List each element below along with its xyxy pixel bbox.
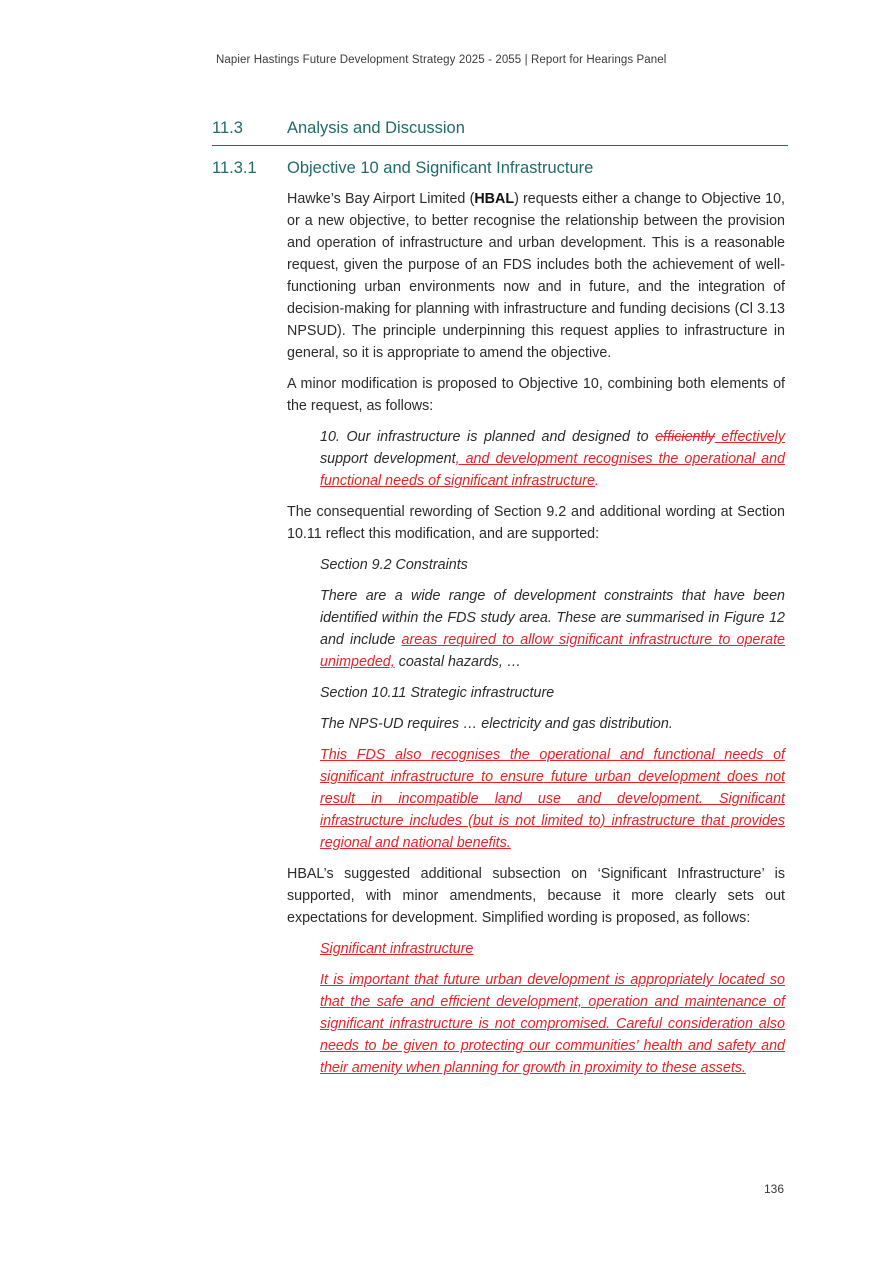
significant-infrastructure-text: It is important that future urban development is appropriately located so that the safe and efficient development, operation and maintenance of significant infrastructure is not compromised. Careful consideration also needs to be given to protecting our communities’ health and safety and their amenity when planning for growth in proximity to these assets. <box>320 972 785 1076</box>
inserted-text: effectively <box>714 429 785 445</box>
significant-infrastructure-heading: Significant infrastructure <box>320 941 474 957</box>
body-text <box>287 188 785 1088</box>
subsection-number: 11.3.1 <box>212 159 257 177</box>
page-number: 136 <box>764 1182 785 1196</box>
objective-10-quote: 10. Our infrastructure is planned and designed to efficiently effectively support development, and development recognises the operational and functional needs of significant infrastructure. <box>320 429 785 489</box>
inserted-text: areas required to allow significant infrastructure to operate unimpeded, <box>320 632 785 670</box>
section-title: Analysis and Discussion <box>287 119 465 137</box>
inserted-text: , and development recognises the operational and functional needs of significant infrastructure <box>320 451 785 489</box>
paragraph-consequential: The consequential rewording of Section 9.2 and additional wording at Section 10.11 reflect this modification, and are supported: <box>287 504 785 542</box>
paragraph-modification: A minor modification is proposed to Objective 10, combining both elements of the request, as follows: <box>287 376 785 414</box>
section-number: 11.3 <box>212 119 243 137</box>
subsection-title: Objective 10 and Significant Infrastructure <box>287 159 594 177</box>
section-9-2-text: There are a wide range of development constraints that have been identified within the FDS study area. These are summarised in Figure 12 and include areas required to allow significant infrastructure to operate unimpeded, coastal hazards, … <box>320 588 785 670</box>
paragraph-hbal-subsection: HBAL’s suggested additional subsection on ‘Significant Infrastructure’ is supported, with minor amendments, because it more clearly sets out expectations for development. Simplified wording is proposed, as follows: <box>287 866 785 926</box>
section-9-2-heading: Section 9.2 Constraints <box>320 557 468 573</box>
deleted-text: efficiently <box>655 429 715 445</box>
page-header: Napier Hastings Future Development Strategy 2025 - 2055 | Report for Hearings Panel <box>216 54 667 66</box>
section-10-11-heading: Section 10.11 Strategic infrastructure <box>320 685 555 701</box>
section-heading <box>212 118 788 146</box>
subsection-heading <box>212 158 788 182</box>
hbal-abbrev: HBAL <box>474 191 515 207</box>
section-10-11-inserted: This FDS also recognises the operational and functional needs of significant infrastructure to ensure future urban development does not result in incompatible land use and development. Significant infrastructure includes (but is not limited to) infrastructure that provides regional and national benefits. <box>320 747 785 851</box>
section-10-11-text: The NPS-UD requires … electricity and gas distribution. <box>320 716 673 732</box>
paragraph-hbal-request: Hawke’s Bay Airport Limited (HBAL) requests either a change to Objective 10, or a new objective, to better recognise the relationship between the provision and operation of infrastructure and urban development. This is a reasonable request, given the purpose of an FDS includes both the achievement of well-functioning urban environments now and in future, and the integration of decision-making for planning with infrastructure and funding decisions (Cl 3.13 NPSUD). The principle underpinning this request applies to infrastructure in general, so it is appropriate to amend the objective. <box>287 191 785 361</box>
